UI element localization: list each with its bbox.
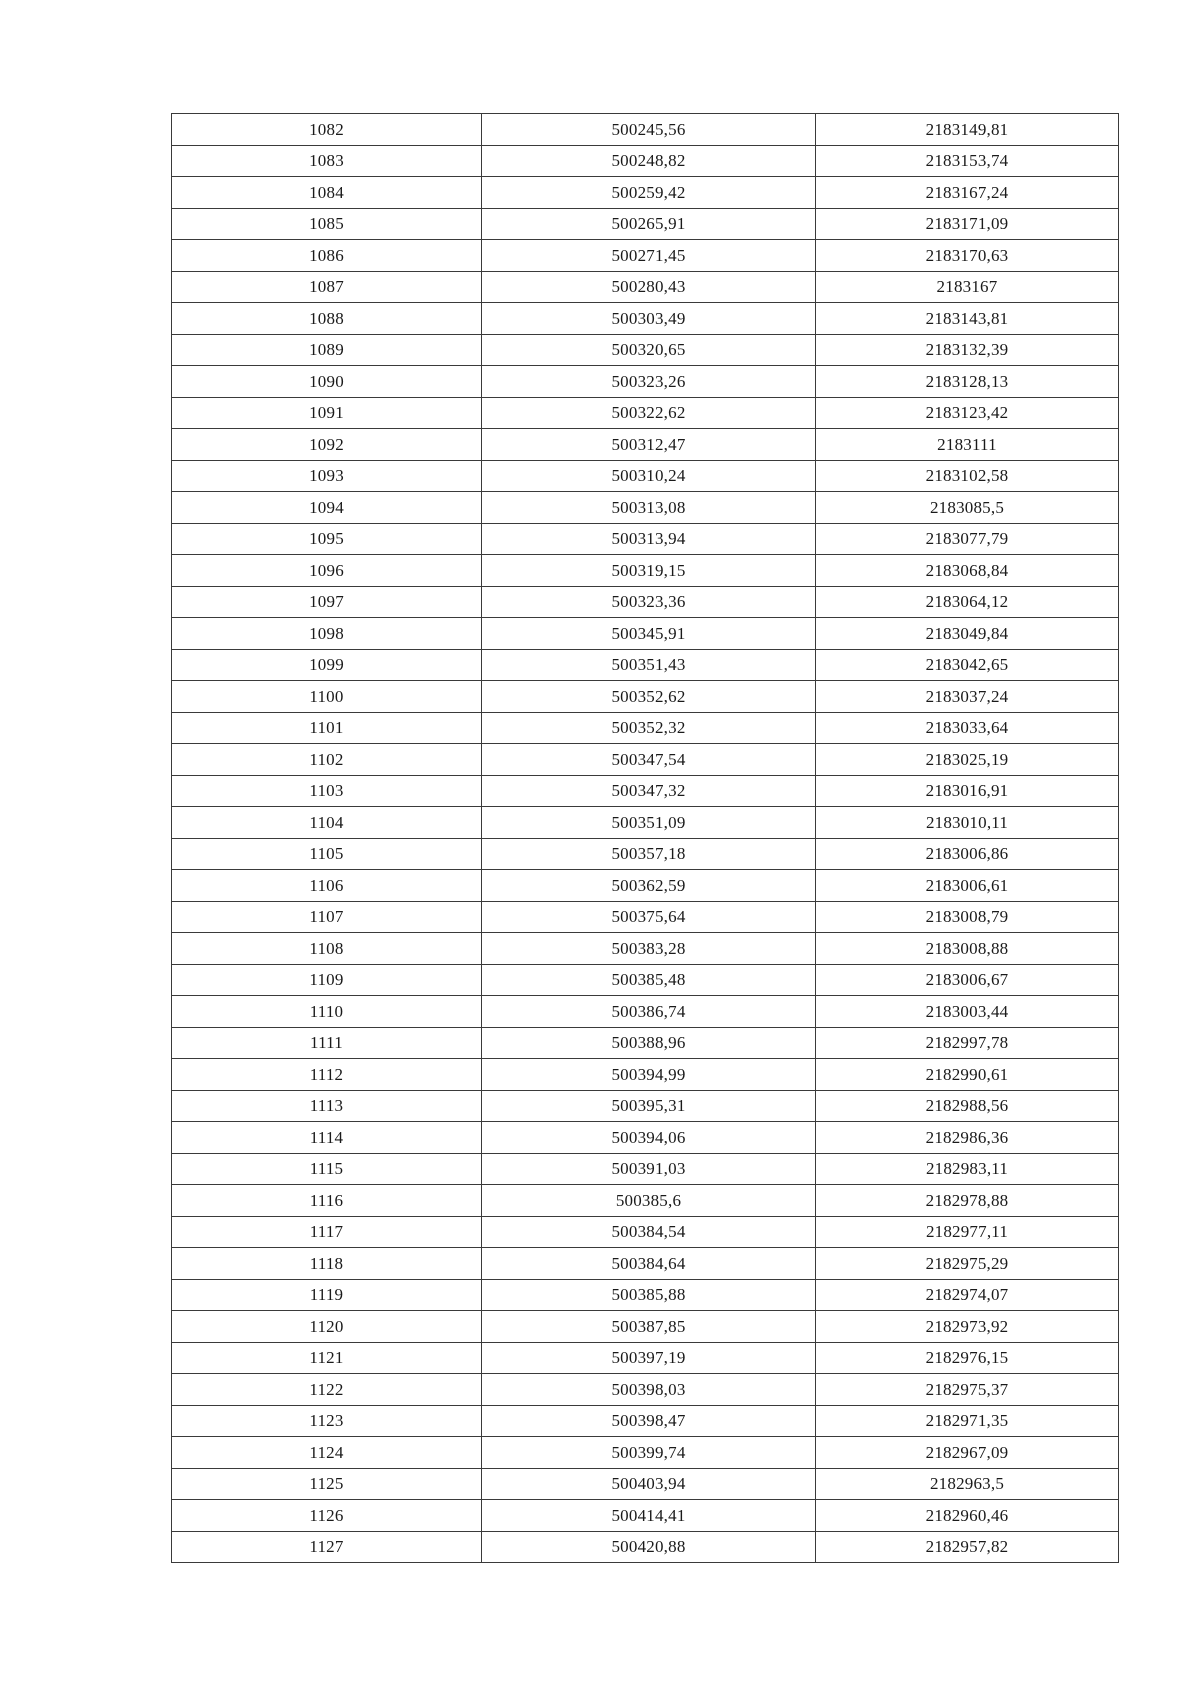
- table-row: [172, 1122, 1119, 1154]
- x-coordinate-cell: 500399,74: [482, 1437, 816, 1469]
- table-row: [172, 366, 1119, 398]
- point-number-cell: 1091: [172, 397, 482, 429]
- x-coordinate-cell: 500385,6: [482, 1185, 816, 1217]
- table-row: [172, 208, 1119, 240]
- table-row: [172, 901, 1119, 933]
- point-number-cell: 1109: [172, 964, 482, 996]
- point-number-cell: 1108: [172, 933, 482, 965]
- x-coordinate-cell: 500323,26: [482, 366, 816, 398]
- x-coordinate-cell: 500384,64: [482, 1248, 816, 1280]
- x-coordinate-cell: 500351,09: [482, 807, 816, 839]
- point-number-cell: 1114: [172, 1122, 482, 1154]
- x-coordinate-cell: 500245,56: [482, 114, 816, 146]
- x-coordinate-cell: 500388,96: [482, 1027, 816, 1059]
- table-row: [172, 996, 1119, 1028]
- y-coordinate-cell: 2182973,92: [816, 1311, 1119, 1343]
- x-coordinate-cell: 500385,88: [482, 1279, 816, 1311]
- x-coordinate-cell: 500375,64: [482, 901, 816, 933]
- point-number-cell: 1126: [172, 1500, 482, 1532]
- x-coordinate-cell: 500397,19: [482, 1342, 816, 1374]
- table-row: [172, 1216, 1119, 1248]
- point-number-cell: 1110: [172, 996, 482, 1028]
- x-coordinate-cell: 500319,15: [482, 555, 816, 587]
- y-coordinate-cell: 2182975,37: [816, 1374, 1119, 1406]
- coordinates-table-body: [172, 114, 1119, 1563]
- y-coordinate-cell: 2183006,67: [816, 964, 1119, 996]
- y-coordinate-cell: 2182986,36: [816, 1122, 1119, 1154]
- table-row: [172, 838, 1119, 870]
- y-coordinate-cell: 2182960,46: [816, 1500, 1119, 1532]
- x-coordinate-cell: 500395,31: [482, 1090, 816, 1122]
- y-coordinate-cell: 2183008,79: [816, 901, 1119, 933]
- point-number-cell: 1097: [172, 586, 482, 618]
- table-row: [172, 1374, 1119, 1406]
- point-number-cell: 1098: [172, 618, 482, 650]
- x-coordinate-cell: 500323,36: [482, 586, 816, 618]
- x-coordinate-cell: 500313,94: [482, 523, 816, 555]
- y-coordinate-cell: 2183170,63: [816, 240, 1119, 272]
- point-number-cell: 1127: [172, 1531, 482, 1563]
- y-coordinate-cell: 2182975,29: [816, 1248, 1119, 1280]
- x-coordinate-cell: 500362,59: [482, 870, 816, 902]
- point-number-cell: 1104: [172, 807, 482, 839]
- point-number-cell: 1086: [172, 240, 482, 272]
- point-number-cell: 1123: [172, 1405, 482, 1437]
- table-row: [172, 1405, 1119, 1437]
- y-coordinate-cell: 2183025,19: [816, 744, 1119, 776]
- x-coordinate-cell: 500303,49: [482, 303, 816, 335]
- point-number-cell: 1088: [172, 303, 482, 335]
- point-number-cell: 1083: [172, 145, 482, 177]
- point-number-cell: 1106: [172, 870, 482, 902]
- x-coordinate-cell: 500420,88: [482, 1531, 816, 1563]
- y-coordinate-cell: 2183102,58: [816, 460, 1119, 492]
- x-coordinate-cell: 500403,94: [482, 1468, 816, 1500]
- point-number-cell: 1115: [172, 1153, 482, 1185]
- x-coordinate-cell: 500347,32: [482, 775, 816, 807]
- point-number-cell: 1089: [172, 334, 482, 366]
- point-number-cell: 1103: [172, 775, 482, 807]
- y-coordinate-cell: 2183167: [816, 271, 1119, 303]
- y-coordinate-cell: 2183167,24: [816, 177, 1119, 209]
- table-row: [172, 618, 1119, 650]
- x-coordinate-cell: 500320,65: [482, 334, 816, 366]
- x-coordinate-cell: 500322,62: [482, 397, 816, 429]
- y-coordinate-cell: 2182976,15: [816, 1342, 1119, 1374]
- table-row: [172, 1153, 1119, 1185]
- table-row: [172, 964, 1119, 996]
- table-row: [172, 1279, 1119, 1311]
- point-number-cell: 1093: [172, 460, 482, 492]
- x-coordinate-cell: 500248,82: [482, 145, 816, 177]
- x-coordinate-cell: 500352,62: [482, 681, 816, 713]
- y-coordinate-cell: 2183143,81: [816, 303, 1119, 335]
- table-row: [172, 1531, 1119, 1563]
- y-coordinate-cell: 2183064,12: [816, 586, 1119, 618]
- x-coordinate-cell: 500310,24: [482, 460, 816, 492]
- table-row: [172, 429, 1119, 461]
- table-row: [172, 1090, 1119, 1122]
- table-row: [172, 712, 1119, 744]
- table-row: [172, 775, 1119, 807]
- y-coordinate-cell: 2182963,5: [816, 1468, 1119, 1500]
- x-coordinate-cell: 500357,18: [482, 838, 816, 870]
- y-coordinate-cell: 2183006,61: [816, 870, 1119, 902]
- table-row: [172, 523, 1119, 555]
- point-number-cell: 1125: [172, 1468, 482, 1500]
- y-coordinate-cell: 2183171,09: [816, 208, 1119, 240]
- table-row: [172, 1311, 1119, 1343]
- x-coordinate-cell: 500313,08: [482, 492, 816, 524]
- y-coordinate-cell: 2183123,42: [816, 397, 1119, 429]
- y-coordinate-cell: 2183149,81: [816, 114, 1119, 146]
- y-coordinate-cell: 2182988,56: [816, 1090, 1119, 1122]
- y-coordinate-cell: 2183033,64: [816, 712, 1119, 744]
- y-coordinate-cell: 2182967,09: [816, 1437, 1119, 1469]
- y-coordinate-cell: 2183077,79: [816, 523, 1119, 555]
- x-coordinate-cell: 500347,54: [482, 744, 816, 776]
- table-row: [172, 586, 1119, 618]
- table-row: [172, 1248, 1119, 1280]
- table-row: [172, 870, 1119, 902]
- point-number-cell: 1107: [172, 901, 482, 933]
- x-coordinate-cell: 500271,45: [482, 240, 816, 272]
- point-number-cell: 1099: [172, 649, 482, 681]
- point-number-cell: 1112: [172, 1059, 482, 1091]
- y-coordinate-cell: 2182957,82: [816, 1531, 1119, 1563]
- point-number-cell: 1100: [172, 681, 482, 713]
- table-row: [172, 1437, 1119, 1469]
- point-number-cell: 1084: [172, 177, 482, 209]
- point-number-cell: 1094: [172, 492, 482, 524]
- table-row: [172, 114, 1119, 146]
- table-row: [172, 271, 1119, 303]
- y-coordinate-cell: 2183111: [816, 429, 1119, 461]
- x-coordinate-cell: 500351,43: [482, 649, 816, 681]
- x-coordinate-cell: 500385,48: [482, 964, 816, 996]
- point-number-cell: 1102: [172, 744, 482, 776]
- point-number-cell: 1087: [172, 271, 482, 303]
- y-coordinate-cell: 2183006,86: [816, 838, 1119, 870]
- point-number-cell: 1101: [172, 712, 482, 744]
- point-number-cell: 1096: [172, 555, 482, 587]
- y-coordinate-cell: 2183008,88: [816, 933, 1119, 965]
- y-coordinate-cell: 2183132,39: [816, 334, 1119, 366]
- table-row: [172, 1185, 1119, 1217]
- y-coordinate-cell: 2183068,84: [816, 555, 1119, 587]
- point-number-cell: 1092: [172, 429, 482, 461]
- table-row: [172, 1059, 1119, 1091]
- point-number-cell: 1090: [172, 366, 482, 398]
- y-coordinate-cell: 2182990,61: [816, 1059, 1119, 1091]
- y-coordinate-cell: 2182977,11: [816, 1216, 1119, 1248]
- point-number-cell: 1120: [172, 1311, 482, 1343]
- y-coordinate-cell: 2182974,07: [816, 1279, 1119, 1311]
- point-number-cell: 1113: [172, 1090, 482, 1122]
- point-number-cell: 1118: [172, 1248, 482, 1280]
- table-row: [172, 145, 1119, 177]
- y-coordinate-cell: 2182997,78: [816, 1027, 1119, 1059]
- x-coordinate-cell: 500280,43: [482, 271, 816, 303]
- point-number-cell: 1105: [172, 838, 482, 870]
- point-number-cell: 1095: [172, 523, 482, 555]
- y-coordinate-cell: 2183153,74: [816, 145, 1119, 177]
- y-coordinate-cell: 2183085,5: [816, 492, 1119, 524]
- x-coordinate-cell: 500386,74: [482, 996, 816, 1028]
- table-row: [172, 1027, 1119, 1059]
- y-coordinate-cell: 2183049,84: [816, 618, 1119, 650]
- table-row: [172, 933, 1119, 965]
- point-number-cell: 1085: [172, 208, 482, 240]
- x-coordinate-cell: 500387,85: [482, 1311, 816, 1343]
- point-number-cell: 1122: [172, 1374, 482, 1406]
- y-coordinate-cell: 2183037,24: [816, 681, 1119, 713]
- table-row: [172, 649, 1119, 681]
- coordinates-table: [171, 113, 1119, 1563]
- point-number-cell: 1119: [172, 1279, 482, 1311]
- x-coordinate-cell: 500414,41: [482, 1500, 816, 1532]
- x-coordinate-cell: 500394,99: [482, 1059, 816, 1091]
- table-row: [172, 492, 1119, 524]
- table-row: [172, 1500, 1119, 1532]
- table-row: [172, 1468, 1119, 1500]
- point-number-cell: 1117: [172, 1216, 482, 1248]
- point-number-cell: 1116: [172, 1185, 482, 1217]
- table-row: [172, 460, 1119, 492]
- x-coordinate-cell: 500345,91: [482, 618, 816, 650]
- y-coordinate-cell: 2182983,11: [816, 1153, 1119, 1185]
- x-coordinate-cell: 500391,03: [482, 1153, 816, 1185]
- point-number-cell: 1121: [172, 1342, 482, 1374]
- table-row: [172, 807, 1119, 839]
- table-row: [172, 334, 1119, 366]
- x-coordinate-cell: 500398,03: [482, 1374, 816, 1406]
- x-coordinate-cell: 500352,32: [482, 712, 816, 744]
- table-row: [172, 397, 1119, 429]
- x-coordinate-cell: 500383,28: [482, 933, 816, 965]
- point-number-cell: 1111: [172, 1027, 482, 1059]
- table-row: [172, 240, 1119, 272]
- table-row: [172, 177, 1119, 209]
- x-coordinate-cell: 500259,42: [482, 177, 816, 209]
- y-coordinate-cell: 2183016,91: [816, 775, 1119, 807]
- x-coordinate-cell: 500265,91: [482, 208, 816, 240]
- table-row: [172, 681, 1119, 713]
- x-coordinate-cell: 500312,47: [482, 429, 816, 461]
- table-row: [172, 303, 1119, 335]
- x-coordinate-cell: 500384,54: [482, 1216, 816, 1248]
- point-number-cell: 1124: [172, 1437, 482, 1469]
- y-coordinate-cell: 2183128,13: [816, 366, 1119, 398]
- x-coordinate-cell: 500398,47: [482, 1405, 816, 1437]
- point-number-cell: 1082: [172, 114, 482, 146]
- table-row: [172, 555, 1119, 587]
- y-coordinate-cell: 2182971,35: [816, 1405, 1119, 1437]
- y-coordinate-cell: 2183003,44: [816, 996, 1119, 1028]
- y-coordinate-cell: 2183042,65: [816, 649, 1119, 681]
- y-coordinate-cell: 2182978,88: [816, 1185, 1119, 1217]
- x-coordinate-cell: 500394,06: [482, 1122, 816, 1154]
- table-row: [172, 744, 1119, 776]
- table-row: [172, 1342, 1119, 1374]
- y-coordinate-cell: 2183010,11: [816, 807, 1119, 839]
